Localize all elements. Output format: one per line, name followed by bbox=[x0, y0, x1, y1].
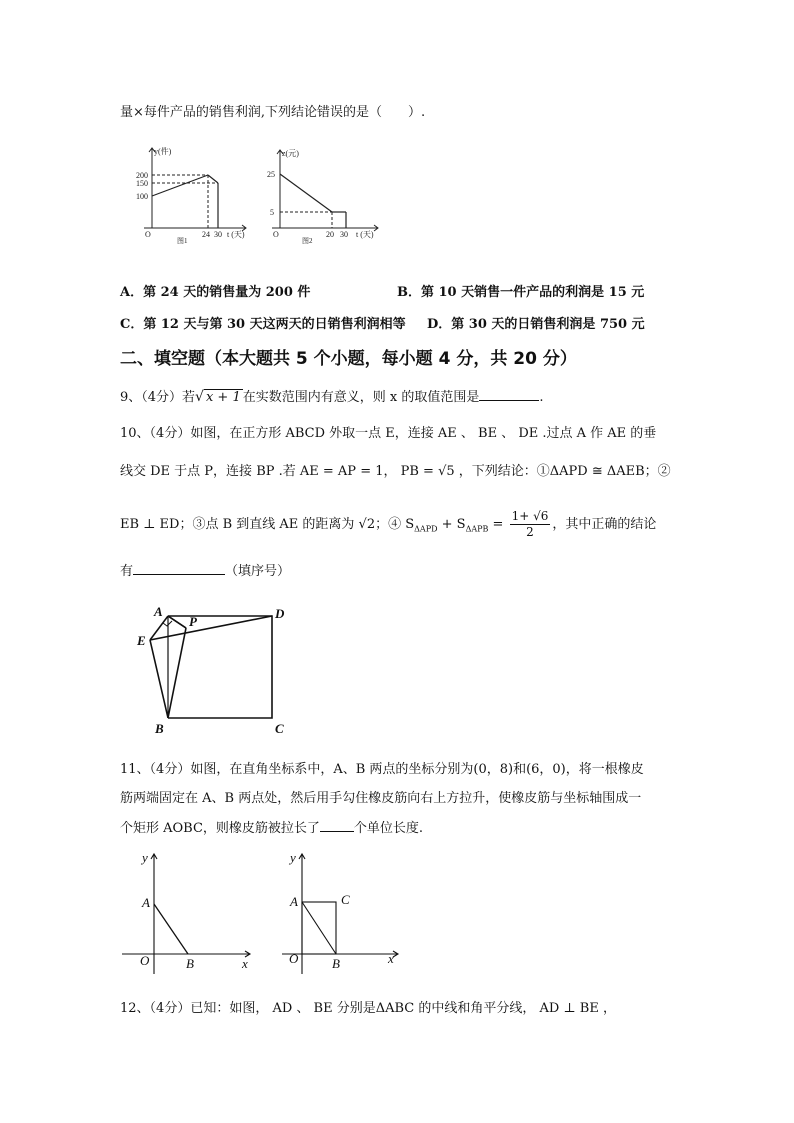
q12-line-1: 12、（4分）已知：如图， AD 、 BE 分别是ΔABC 的中线和角平分线， AD ⊥ BE ， bbox=[120, 1001, 616, 1016]
q10-frac-numerator: 1+ √6 bbox=[511, 509, 549, 523]
q11f2-label-o: O bbox=[289, 951, 299, 966]
q8-figure-1 bbox=[132, 142, 252, 246]
fig1-xlabel: t (天) bbox=[227, 230, 245, 239]
q11f2-label-a: A bbox=[290, 894, 298, 909]
q10-segment-pb bbox=[168, 628, 186, 718]
q11f1-label-x: x bbox=[242, 956, 248, 971]
fig1-rising-segment bbox=[152, 175, 208, 196]
fig2-xlabel: t (天) bbox=[356, 230, 374, 239]
q8-stem-tail: 量×每件产品的销售利润,下列结论错误的是（ ）. bbox=[120, 105, 426, 120]
q10-answer-blank bbox=[133, 574, 225, 575]
q11f1-segment-ab bbox=[154, 904, 188, 954]
q11f1-label-y: y bbox=[142, 850, 148, 865]
section-2-title: 二、填空题（本大题共 5 个小题，每小题 4 分，共 20 分） bbox=[120, 349, 577, 369]
fig2-falling-segment bbox=[280, 174, 332, 212]
q10-label-e: E bbox=[137, 633, 146, 648]
q9-end: . bbox=[539, 390, 544, 405]
q10-plus: + S bbox=[437, 517, 466, 532]
q11-figure-2 bbox=[280, 848, 410, 978]
q9-prefix: 9、（4分）若 bbox=[120, 390, 196, 405]
q10-line-4 bbox=[120, 563, 290, 581]
fig2-tick-30: 30 bbox=[340, 230, 348, 239]
q11f2-label-x: x bbox=[388, 951, 394, 966]
q9-answer-blank bbox=[479, 400, 539, 401]
q11-answer-blank bbox=[320, 831, 354, 832]
q8-option-d: D．第 30 天的日销售利润是 750 元 bbox=[427, 317, 645, 332]
q8-option-c: C．第 12 天与第 30 天这两天的日销售利润相等 bbox=[120, 317, 406, 332]
q11f1-label-b: B bbox=[186, 956, 194, 971]
q10-fraction bbox=[510, 509, 551, 540]
q10-label-p: P bbox=[189, 614, 197, 629]
q10-line-2: 线交 DE 于点 P，连接 BP .若 AE = AP = 1， PB = √5 ，下列结论：①ΔAPD ≅ ΔAEB；② bbox=[120, 464, 671, 479]
q11-line-3-tail: 个单位长度. bbox=[353, 821, 424, 836]
q10-line-4-tail: （填序号） bbox=[225, 564, 291, 579]
fig2-origin: O bbox=[273, 230, 279, 239]
q11-line-1: 11、（4分）如图，在直角坐标系中，A、B 两点的坐标分别为(0，8)和(6，0)，将一根橡皮 bbox=[120, 762, 644, 777]
q11-line-2: 筋两端固定在 A、B 两点处，然后用手勾住橡皮筋向右上方拉升，使橡皮筋与坐标轴围成一 bbox=[120, 791, 642, 806]
fig1-falling-segment bbox=[208, 175, 218, 183]
q8-figure-2 bbox=[264, 146, 384, 246]
q10-line-3-tail: ，其中正确的结论 bbox=[552, 517, 657, 532]
fig1-ylabel: y(件) bbox=[154, 147, 172, 156]
q9-radicand: x + 1 bbox=[205, 390, 241, 405]
q11f2-diagonal-ab bbox=[302, 902, 336, 954]
q8-option-a: A．第 24 天的销售量为 200 件 bbox=[120, 285, 311, 300]
q11-figure-1 bbox=[118, 848, 258, 978]
fig2-tick-25: 25 bbox=[267, 170, 275, 179]
q10-square-figure bbox=[134, 602, 294, 738]
q9-suffix: 在实数范围内有意义，则 x 的取值范围是 bbox=[242, 390, 480, 405]
q10-frac-denominator: 2 bbox=[526, 525, 534, 539]
q10-sub-apb: ΔAPB bbox=[465, 524, 489, 534]
fig2-tick-5: 5 bbox=[270, 208, 274, 217]
q10-equals: = bbox=[488, 517, 508, 532]
fig2-ylabel: z(元) bbox=[282, 149, 299, 158]
q10-label-b: B bbox=[155, 721, 164, 736]
q10-line-4-text: 有 bbox=[120, 564, 134, 579]
q10-sub-apd: ΔAPD bbox=[414, 524, 438, 534]
q10-line-3 bbox=[120, 508, 656, 547]
fig1-tick-200: 200 bbox=[136, 171, 148, 180]
fig1-origin: O bbox=[145, 230, 151, 239]
fig1-tick-30: 30 bbox=[214, 230, 222, 239]
q11f2-label-c: C bbox=[341, 892, 350, 907]
q9: 9、（4分）若√ x + 1 在实数范围内有意义，则 x 的取值范围是 . bbox=[120, 389, 544, 405]
q11f2-label-b: B bbox=[332, 956, 340, 971]
fig2-caption: 图2 bbox=[302, 237, 313, 245]
q11f1-label-o: O bbox=[140, 953, 150, 968]
q10-segment-eb bbox=[150, 640, 168, 718]
q11-line-3-text: 个矩形 AOBC，则橡皮筋被拉长了 bbox=[120, 821, 320, 836]
q10-square-abcd bbox=[168, 616, 272, 718]
fig1-caption: 图1 bbox=[177, 237, 188, 245]
q8-option-b: B．第 10 天销售一件产品的利润是 15 元 bbox=[397, 285, 645, 300]
q10-label-a: A bbox=[154, 604, 163, 619]
q11-line-3 bbox=[120, 820, 423, 838]
fig1-tick-24: 24 bbox=[202, 230, 210, 239]
q10-line-3-text: EB ⊥ ED；③点 B 到直线 AE 的距离为 √2；④ S bbox=[120, 517, 415, 532]
q11f1-label-a: A bbox=[142, 895, 150, 910]
q11f2-label-y: y bbox=[290, 850, 296, 865]
q10-label-d: D bbox=[275, 606, 285, 621]
fig1-tick-100: 100 bbox=[136, 192, 148, 201]
q10-line-1: 10、（4分）如图，在正方形 ABCD 外取一点 E，连接 AE 、 BE 、 DE .过点 A 作 AE 的垂 bbox=[120, 426, 657, 441]
fig1-tick-150: 150 bbox=[136, 179, 148, 188]
fig2-tick-20: 20 bbox=[326, 230, 334, 239]
q10-label-c: C bbox=[275, 721, 284, 736]
